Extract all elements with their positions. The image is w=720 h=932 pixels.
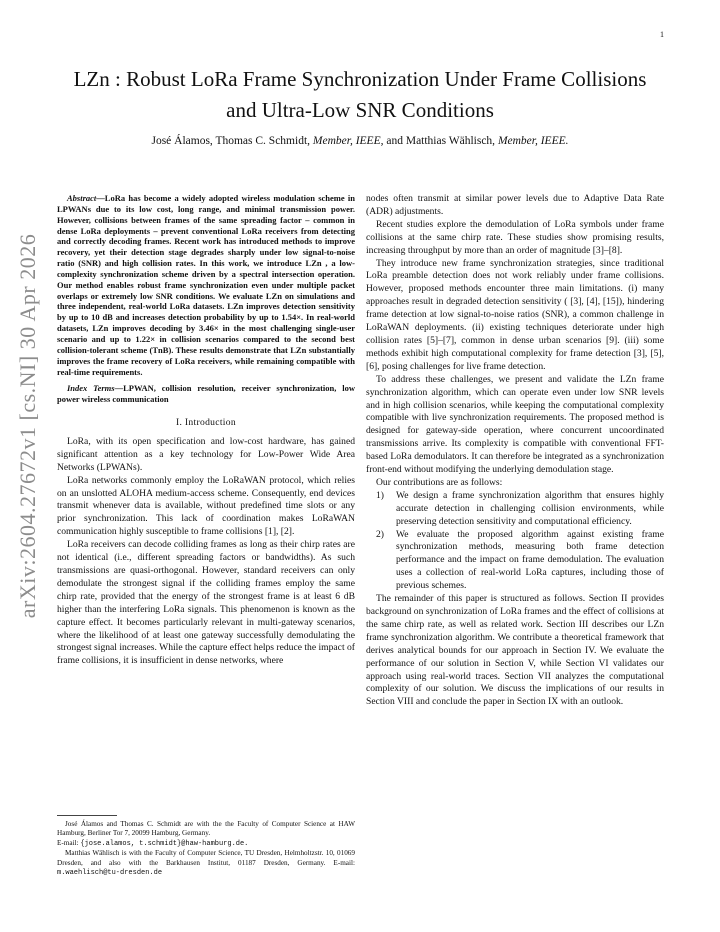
- page-number: 1: [660, 30, 664, 39]
- footnotes: [57, 815, 355, 878]
- contributions-list: [366, 490, 664, 593]
- footnote-2: [57, 849, 355, 878]
- intro-paragraph-1: LoRa, with its open specification and low-cost hardware, has gained significant attention as a key technology for Low-Power Wide Area Networks (LPWANs).: [57, 435, 355, 473]
- author-list: [40, 135, 680, 147]
- intro-paragraph-4: Recent studies explore the demodulation of LoRa symbols under frame collisions at the same chirp rate. These studies show promising results, increasing throughput by more than an order of magnitude [3]–[8].: [366, 218, 664, 256]
- footnote-1-email-label: E-mail:: [57, 838, 81, 847]
- list-item-number: 2): [376, 528, 384, 540]
- list-item-text: We design a frame synchronization algorithm that ensures highly accurate detection in challenging collision environments, while preserving detection sensitivity and computational efficiency.: [396, 489, 664, 527]
- list-item-text: We evaluate the proposed algorithm against existing frame synchronization methods, measuring both frame detection performance and the impact on frame demodulation. The evaluation uses a collection of real-world LoRa captures, including those of previous schemes.: [396, 528, 664, 592]
- footnote-2-text: Matthias Wählisch is with the Faculty of Computer Science, TU Dresden, Helmholtzstr. 10, 01069 Dresden, and also with the Barkhausen Institut, 01187 Dresden, Germany. E-mail:: [57, 849, 355, 867]
- author-membership-2: Member, IEEE.: [497, 135, 569, 147]
- intro-paragraph-5: They introduce new frame synchronization strategies, since traditional LoRa preamble detection does not work reliably under frame collisions. However, proposed methods encounter three main limitations. (i) many approaches result in degraded detection sensitivity ( [3], [4], [15]), hindering frame detection at low signal-to-noise ratios (SNR), a common challenge in LoRaWAN deployments. (ii) existing techniques deteriorate under high collision rates [5]–[7], common in dense urban scenarios [9]. (iii) some methods exhibit high computational complexity for frame detection [3], [5], [6], posing challenges for live frame detection.: [366, 257, 664, 372]
- list-item-number: 1): [376, 489, 384, 501]
- index-terms: [57, 383, 355, 405]
- list-item: [366, 490, 664, 529]
- footnote-1-email-line: [57, 839, 355, 849]
- intro-paragraph-2: LoRa networks commonly employ the LoRaWAN protocol, which relies on an unslotted ALOHA medium-access scheme. Consequently, end devices transmit whenever data is available, without predefined time slots or any prior synchronization. This lack of coordination makes LoRaWAN communication highly susceptible to frame collisions [1], [2].: [57, 474, 355, 538]
- abstract-lead: Abstract: [67, 193, 97, 203]
- index-terms-text: —LPWAN, collision resolution, receiver synchronization, low power wireless communication: [57, 383, 355, 405]
- index-terms-lead: Index Terms: [67, 383, 115, 394]
- footnote-1-text: José Álamos and Thomas C. Schmidt are with the the Faculty of Computer Science at HAW Hamburg, Berliner Tor 7, 20099 Hamburg, Germany.: [57, 820, 355, 838]
- contributions-intro: Our contributions are as follows:: [376, 476, 503, 488]
- footnote-divider: [57, 815, 117, 816]
- left-column: [57, 193, 355, 668]
- author-membership-1: Member, IEEE,: [312, 135, 384, 147]
- paper-title-line1: LZn : Robust LoRa Frame Synchronization Under Frame Collisions: [73, 67, 647, 91]
- arxiv-watermark-text: arXiv:2604.27672v1 [cs.NI] 30 Apr 2026: [15, 233, 40, 619]
- arxiv-watermark: [6, 176, 50, 676]
- right-column: [366, 193, 664, 709]
- list-item: [366, 529, 664, 594]
- author-names-2: and Matthias Wählisch,: [383, 135, 498, 147]
- paper-title: [40, 64, 680, 126]
- intro-paragraph-3: LoRa receivers can decode colliding frames as long as their chirp rates are not identical (i.e., different spreading factors or bandwidths). As such transmissions are quasi-orthogonal. However, standard receivers can only demodulate the strongest signal if the colliding frames employ the same chirp rate, provided that the energy of the strongest frame is at least 6 dB higher than the interfering LoRa signals. This phenomenon is known as the capture effect. It becomes particularly relevant in multi-gateway scenarios, where the likelihood of at least one gateway successfully demodulating the strongest signal increases. While the capture effect helps reduce the impact of frame collisions, it is insufficient in dense networks, where: [57, 539, 356, 667]
- footnote-2-email: m.waehlisch@tu-dresden.de: [57, 869, 163, 878]
- abstract: [57, 193, 355, 377]
- paper-structure-paragraph: The remainder of this paper is structured as follows. Section II provides background on synchronization of LoRa frames and the effect of collisions at the same chirp rate, as well as related work. Section III describes our LZn frame synchronization algorithm. We contribute a theoretical framework that derives analytical bounds for our approach in Section IV. We evaluate the performance of our solution in Section V, while Section VI validates our approach using real-world traces. Section VII analyzes the computational complexity of our solution. We discuss the implications of our results in Section VIII and conclude the paper in Section IX with an outlook.: [366, 593, 664, 708]
- footnote-1-email: {jose.alamos, t.schmidt}@haw-hamburg.de.: [80, 839, 249, 848]
- intro-paragraph-continued: nodes often transmit at similar power levels due to Adaptive Data Rate (ADR) adjustments.: [366, 193, 664, 217]
- paper-title-line2: and Ultra-Low SNR Conditions: [226, 98, 494, 122]
- author-names-1: José Álamos, Thomas C. Schmidt,: [151, 135, 313, 147]
- section-heading-introduction: I. Introduction: [176, 417, 236, 429]
- footnote-1: [57, 820, 355, 839]
- intro-paragraph-6: To address these challenges, we present and validate the LZn frame synchronization algorithm, which can operate even under low SNR levels and in high collision scenarios, while keeping the computational complexity compatible with live synchronization requirements. The proposed method is designed for gateway-side operation, where concurrent uncoordinated transmissions arrive. Its complexity is compatible with conventional FFT-based LoRa demodulators. It can therefore be integrated as a synchronization front-end without modifying the underlying demodulation stage.: [366, 373, 664, 476]
- abstract-text: —LoRa has become a widely adopted wireless modulation scheme in LPWANs due to its low cost, long range, and minimal transmission power. However, collisions between frames of the same spreading factor – common in dense LoRa deployments – prevent conventional LoRa receivers from detecting and correctly decoding frames. Recent work has introduced methods to improve recovery, yet their detection stage degrades sharply under low signal-to-noise ratio (SNR) and high collision rates. In this work, we introduce LZn , a low-complexity synchronization scheme driven by a spectral intersection operation. Our method enables robust frame synchronization even under multiple packet overlaps or extremely low SNR conditions. We evaluate LZn on simulations and three independent, real-world LoRa datasets. LZn improves detection sensitivity by up to 10 dB and increases detection probability by up to 1.54×. In real-world datasets, LZn improves decoding by 3.46× in the most challenging single-user scenario and up to 1.22× in collision scenarios compared to the second best collision-tolerant scheme (TnB). These results demonstrate that LZn substantially improves the frame recovery of LoRa receivers, while remaining compatible with real-time requirements.: [57, 193, 355, 377]
